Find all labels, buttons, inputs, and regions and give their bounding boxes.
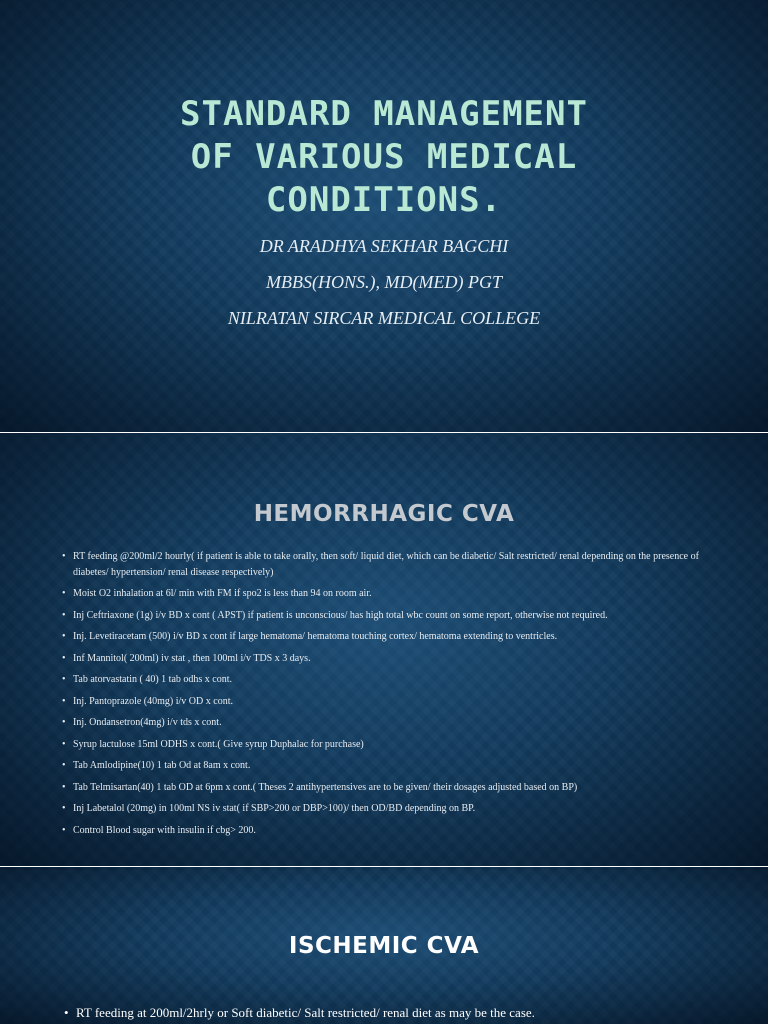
hemorrhagic-cva-slide: [0, 433, 768, 866]
treatment-list: [62, 549, 712, 844]
ischemic-cva-slide: [0, 867, 768, 1024]
title-line: CONDITIONS.: [265, 180, 503, 220]
treatment-list: [64, 1004, 744, 1022]
presentation-title: [0, 93, 768, 222]
slide-title: HEMORRHAGIC CVA: [253, 501, 515, 527]
title-slide: [0, 0, 768, 432]
list-item: • Tab Telmisartan(40) 1 tab OD at 6pm x cont.( Theses 2 antihypertensives are to be given/ their dosages adjusted based on BP): [62, 780, 712, 796]
list-item: • Tab Amlodipine(10) 1 tab Od at 8am x cont.: [62, 758, 712, 774]
list-item: • Inj Ceftriaxone (1g) i/v BD x cont ( APST) if patient is unconscious/ has high total wbc count on some report, otherwise not required.: [62, 608, 712, 624]
title-line: OF VARIOUS MEDICAL: [190, 137, 578, 177]
title-line: STANDARD MANAGEMENT: [180, 94, 588, 134]
list-item: • Control Blood sugar with insulin if cbg> 200.: [62, 823, 712, 839]
list-item: • Tab atorvastatin ( 40) 1 tab odhs x cont.: [62, 672, 712, 688]
author-institution: NILRATAN SIRCAR MEDICAL COLLEGE: [227, 308, 541, 328]
slide-title: ISCHEMIC CVA: [288, 933, 480, 959]
list-item: • RT feeding at 200ml/2hrly or Soft diabetic/ Salt restricted/ renal diet as may be the case.: [64, 1004, 744, 1022]
list-item: • RT feeding @200ml/2 hourly( if patient is able to take orally, then soft/ liquid diet, which can be diabetic/ Salt restricted/ renal depending on the presence of diabetes/ hypertension/ renal disease respectively): [62, 549, 712, 580]
author-qualification: MBBS(HONS.), MD(MED) PGT: [266, 272, 502, 292]
list-item: • Moist O2 inhalation at 6l/ min with FM if spo2 is less than 94 on room air.: [62, 586, 712, 602]
list-item: • Inf Mannitol( 200ml) iv stat , then 100ml i/v TDS x 3 days.: [62, 651, 712, 667]
list-item: • Inj. Levetiracetam (500) i/v BD x cont if large hematoma/ hematoma touching cortex/ hematoma extending to ventricles.: [62, 629, 712, 645]
list-item: • Inj Labetalol (20mg) in 100ml NS iv stat( if SBP>200 or DBP>100)/ then OD/BD depending on BP.: [62, 801, 712, 817]
list-item: • Syrup lactulose 15ml ODHS x cont.( Give syrup Duphalac for purchase): [62, 737, 712, 753]
list-item: • Inj. Pantoprazole (40mg) i/v OD x cont.: [62, 694, 712, 710]
author-name: DR ARADHYA SEKHAR BAGCHI: [259, 236, 509, 256]
list-item: • Inj. Ondansetron(4mg) i/v tds x cont.: [62, 715, 712, 731]
